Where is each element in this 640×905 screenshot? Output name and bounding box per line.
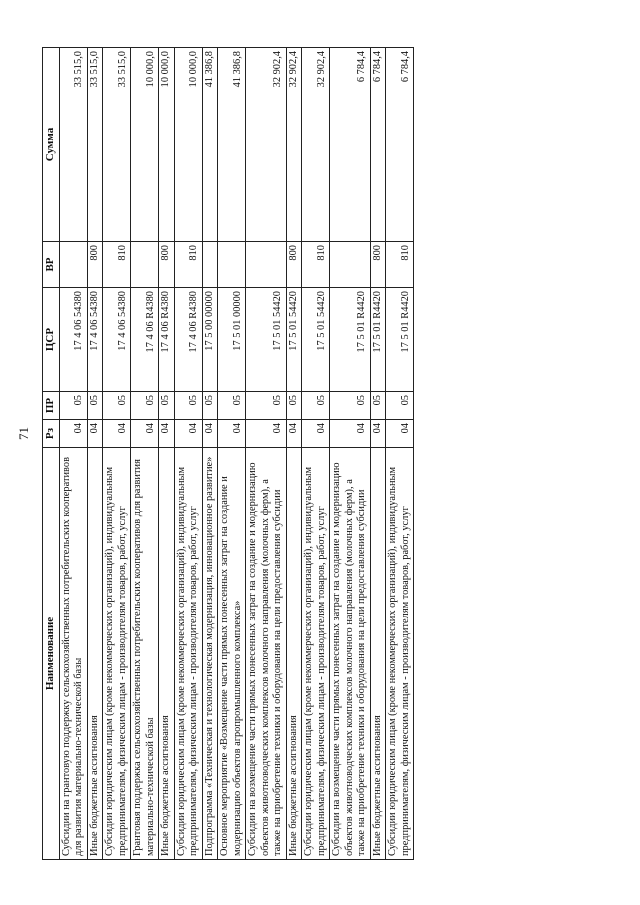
row-vr [218, 242, 246, 288]
row-csr: 17 4 06 54380 [87, 288, 102, 392]
row-csr: 17 4 06 R4380 [159, 288, 174, 392]
row-vr: 810 [302, 242, 330, 288]
row-rz: 04 [202, 420, 217, 448]
row-csr: 17 5 01 R4420 [330, 288, 370, 392]
table-row [131, 48, 159, 860]
table-row [246, 48, 286, 860]
row-name: Субсидии юридическим лицам (кроме некоммерческих организаций), индивидуальным предпринимателям, физическим лицам - производителям товаров, работ, услуг [386, 448, 414, 860]
row-name: Иные бюджетные ассигнования [286, 448, 301, 860]
row-sum: 33 515,0 [103, 48, 131, 242]
row-name: Основное мероприятие «Возмещение части прямых понесенных затрат на создание и модернизацию объектов агропромышленного комплекса» [218, 448, 246, 860]
row-pr: 05 [330, 392, 370, 420]
row-pr: 05 [87, 392, 102, 420]
row-csr: 17 4 06 R4380 [131, 288, 159, 392]
row-name: Иные бюджетные ассигнования [370, 448, 385, 860]
row-csr: 17 4 06 54380 [60, 288, 88, 392]
header-pr: ПР [43, 392, 60, 420]
table-header-row [43, 48, 60, 860]
row-name: Грантовая поддержка сельскохозяйственных потребительских кооперативов для развития материально-технической базы [131, 448, 159, 860]
row-rz: 04 [159, 420, 174, 448]
row-rz: 04 [386, 420, 414, 448]
table-row [330, 48, 370, 860]
row-sum: 10 000,0 [131, 48, 159, 242]
row-vr: 810 [174, 242, 202, 288]
row-pr: 05 [174, 392, 202, 420]
header-vr: ВР [43, 242, 60, 288]
table-row [218, 48, 246, 860]
row-sum: 33 515,0 [87, 48, 102, 242]
row-name: Субсидии на возмещение части прямых понесенных затрат на создание и модернизацию объектов животноводческих комплексов молочного направления (молочных ферм), а также на приобретение техники и оборудования на цели предоставления субсидии [330, 448, 370, 860]
row-sum: 32 902,4 [302, 48, 330, 242]
row-pr: 05 [286, 392, 301, 420]
row-pr: 05 [386, 392, 414, 420]
row-csr: 17 5 01 R4420 [370, 288, 385, 392]
row-rz: 04 [103, 420, 131, 448]
row-name: Субсидии на грантовую поддержку сельскохозяйственных потребительских кооперативов для развития материально-технической базы [60, 448, 88, 860]
row-csr: 17 4 06 54380 [103, 288, 131, 392]
row-rz: 04 [218, 420, 246, 448]
row-rz: 04 [87, 420, 102, 448]
row-rz: 04 [246, 420, 286, 448]
row-csr: 17 5 01 54420 [302, 288, 330, 392]
row-name: Иные бюджетные ассигнования [159, 448, 174, 860]
row-name: Субсидии юридическим лицам (кроме некоммерческих организаций), индивидуальным предпринимателям, физическим лицам - производителям товаров, работ, услуг [302, 448, 330, 860]
row-rz: 04 [302, 420, 330, 448]
row-vr [202, 242, 217, 288]
row-csr: 17 5 01 00000 [218, 288, 246, 392]
row-sum: 6 784,4 [330, 48, 370, 242]
table-row [103, 48, 131, 860]
row-vr: 800 [87, 242, 102, 288]
row-csr: 17 5 01 54420 [286, 288, 301, 392]
table-row [370, 48, 385, 860]
row-vr [60, 242, 88, 288]
row-sum: 41 386,8 [218, 48, 246, 242]
table-row [202, 48, 217, 860]
page-number: 71 [16, 427, 31, 440]
row-sum: 32 902,4 [246, 48, 286, 242]
table-row [386, 48, 414, 860]
row-vr [330, 242, 370, 288]
row-vr: 810 [386, 242, 414, 288]
row-pr: 05 [131, 392, 159, 420]
row-sum: 6 784,4 [386, 48, 414, 242]
budget-table-container [42, 48, 622, 860]
row-sum: 33 515,0 [60, 48, 88, 242]
row-name: Иные бюджетные ассигнования [87, 448, 102, 860]
row-sum: 6 784,4 [370, 48, 385, 242]
row-vr: 810 [103, 242, 131, 288]
row-name: Подпрограмма «Техническая и технологическая модернизация, инновационное развитие» [202, 448, 217, 860]
table-row [174, 48, 202, 860]
budget-table [42, 47, 414, 860]
row-rz: 04 [174, 420, 202, 448]
table-row [286, 48, 301, 860]
header-name: Наименование [43, 448, 60, 860]
row-pr: 05 [218, 392, 246, 420]
row-rz: 04 [60, 420, 88, 448]
header-rz: Рз [43, 420, 60, 448]
row-csr: 17 5 00 00000 [202, 288, 217, 392]
row-sum: 10 000,0 [159, 48, 174, 242]
table-row [159, 48, 174, 860]
row-pr: 05 [246, 392, 286, 420]
table-row [87, 48, 102, 860]
row-sum: 32 902,4 [286, 48, 301, 242]
row-name: Субсидии на возмещение части прямых понесенных затрат на создание и модернизацию объектов животноводческих комплексов молочного направления (молочных ферм), а также на приобретение техники и оборудования на цели предоставления субсидии [246, 448, 286, 860]
row-pr: 05 [370, 392, 385, 420]
row-vr: 800 [286, 242, 301, 288]
row-pr: 05 [60, 392, 88, 420]
row-name: Субсидии юридическим лицам (кроме некоммерческих организаций), индивидуальным предпринимателям, физическим лицам - производителям товаров, работ, услуг [174, 448, 202, 860]
row-sum: 41 386,8 [202, 48, 217, 242]
table-row [302, 48, 330, 860]
row-vr: 800 [370, 242, 385, 288]
header-csr: ЦСР [43, 288, 60, 392]
row-name: Субсидии юридическим лицам (кроме некоммерческих организаций), индивидуальным предпринимателям, физическим лицам - производителям товаров, работ, услуг [103, 448, 131, 860]
row-sum: 10 000,0 [174, 48, 202, 242]
row-pr: 05 [159, 392, 174, 420]
row-pr: 05 [202, 392, 217, 420]
row-rz: 04 [370, 420, 385, 448]
row-pr: 05 [103, 392, 131, 420]
row-rz: 04 [131, 420, 159, 448]
row-csr: 17 5 01 54420 [246, 288, 286, 392]
table-row [60, 48, 88, 860]
row-rz: 04 [286, 420, 301, 448]
row-csr: 17 5 01 R4420 [386, 288, 414, 392]
row-pr: 05 [302, 392, 330, 420]
row-vr: 800 [159, 242, 174, 288]
row-vr [131, 242, 159, 288]
header-sum: Сумма [43, 48, 60, 242]
row-vr [246, 242, 286, 288]
row-rz: 04 [330, 420, 370, 448]
row-csr: 17 4 06 R4380 [174, 288, 202, 392]
